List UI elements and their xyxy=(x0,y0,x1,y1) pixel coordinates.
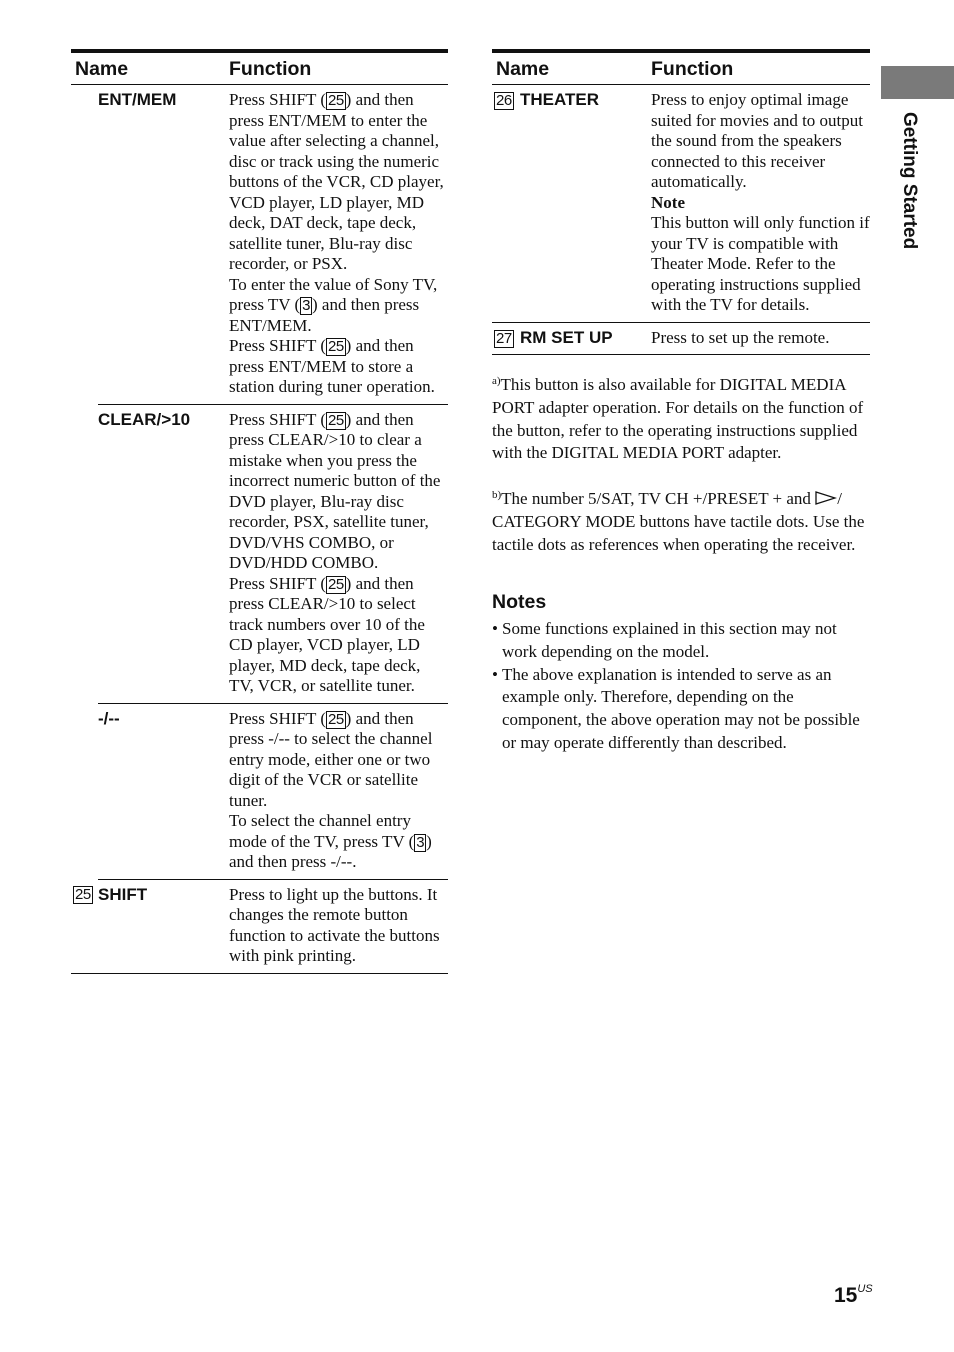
function-text: Press to light up the buttons. It changes the remote button function to activate the buttons with pink printing. xyxy=(229,884,440,965)
footnote-mark: b) xyxy=(492,489,502,501)
function-text: ) and then press -/--. xyxy=(229,831,432,871)
page-number-suffix: US xyxy=(857,1283,873,1295)
button-function xyxy=(225,879,448,973)
name-column-header: Name xyxy=(492,51,647,85)
item-number-box: 25 xyxy=(75,886,91,903)
item-number xyxy=(71,703,98,879)
button-ref-box: 25 xyxy=(327,710,344,728)
button-name: THEATER xyxy=(520,85,647,323)
notes-list xyxy=(492,618,872,755)
function-paragraph xyxy=(229,275,448,337)
table-row xyxy=(71,879,448,973)
button-name: CLEAR/>10 xyxy=(98,404,225,703)
section-side-label: Getting Started xyxy=(899,112,920,250)
left-function-table xyxy=(71,49,448,974)
item-number-box: 27 xyxy=(496,329,512,347)
function-paragraph xyxy=(229,90,448,275)
button-ref-box: 25 xyxy=(327,411,344,429)
page-number xyxy=(834,1281,873,1307)
button-name: -/-- xyxy=(98,703,225,879)
table-row-rm-set-up xyxy=(492,322,870,355)
table-row-theater xyxy=(492,85,870,323)
function-text: ) and then press ENT/MEM. xyxy=(229,295,420,335)
table-row xyxy=(71,703,448,879)
function-text: Press to enjoy optimal image suited for movies and to output the sound from the speakers connected to this receiver automatically. xyxy=(651,90,864,191)
button-name: SHIFT xyxy=(98,879,225,973)
table-row xyxy=(71,85,448,405)
function-text: To enter the value of Sony TV, press TV ( xyxy=(229,274,438,314)
button-function xyxy=(647,85,870,323)
button-function xyxy=(225,404,448,703)
function-text: Press SHIFT ( xyxy=(229,573,326,593)
function-text: ) and then press CLEAR/>10 to clear a mistake when you press the incorrect numeric button of the DVD player, Blu-ray disc recorder, PSX, satellite tuner, DVD/VHS COMBO, or DVD/HDD COMBO. xyxy=(229,409,441,572)
function-text: ) and then press -/-- to select the channel entry mode, either one or two digit of the VCR or satellite tuner. xyxy=(229,708,433,810)
function-column-header: Function xyxy=(225,51,448,85)
function-paragraph xyxy=(229,709,448,812)
function-column-header: Function xyxy=(647,51,870,85)
list-item: • The above explanation is intended to serve as an example only. Therefore, depending on the component, the above operation may not be possible or may operate differently than described. xyxy=(492,664,872,755)
item-number-box: 26 xyxy=(496,92,512,109)
footnote-text: This button is also available for DIGITAL MEDIA PORT adapter operation. For details on the function of the button, refer to the operating instructions supplied with the DIGITAL MEDIA PORT adapter. xyxy=(492,375,864,463)
play-triangle-icon xyxy=(815,491,837,505)
note-text: This button will only function if your TV is compatible with Theater Mode. Refer to the operating instructions supplied with the TV for details. xyxy=(651,213,870,314)
function-text: ) and then press CLEAR/>10 to select track numbers over 10 of the CD player, VCD player, LD player, MD deck, tape deck, TV, VCR, or satellite tuner. xyxy=(229,573,425,695)
footnote-text-before: The number 5/SAT, TV CH +/PRESET + and xyxy=(501,489,816,508)
list-item: • Some functions explained in this section may not work depending on the model. xyxy=(492,618,872,664)
item-number xyxy=(492,322,520,355)
button-ref-box: 25 xyxy=(327,338,344,355)
button-ref-box: 25 xyxy=(327,92,344,109)
function-text: Press SHIFT ( xyxy=(229,409,326,429)
name-column-header: Name xyxy=(71,51,225,85)
right-function-table xyxy=(492,49,870,355)
footnote-a xyxy=(492,374,872,465)
function-paragraph xyxy=(229,811,448,873)
item-number xyxy=(71,85,98,405)
function-paragraph xyxy=(229,336,448,398)
item-number xyxy=(71,404,98,703)
footnote-text-after: / CATEGORY MODE buttons have tactile dots. Use the tactile dots as references when operating the receiver. xyxy=(492,489,865,554)
button-function: Press to set up the remote. xyxy=(647,322,870,355)
button-ref-box: 3 xyxy=(416,833,425,851)
item-number xyxy=(71,879,98,973)
table-row xyxy=(71,404,448,703)
function-text: Press SHIFT ( xyxy=(229,708,326,728)
note-label: Note xyxy=(651,192,685,212)
footnote-mark: a) xyxy=(492,375,501,387)
function-text: To select the channel entry mode of the TV, press TV ( xyxy=(229,811,415,851)
notes-heading: Notes xyxy=(492,591,547,613)
button-name: ENT/MEM xyxy=(98,85,225,405)
function-paragraph xyxy=(229,410,448,574)
page-number-value: 15 xyxy=(834,1284,858,1307)
section-tab-marker xyxy=(881,66,954,99)
button-ref-box: 3 xyxy=(302,297,310,314)
button-name: RM SET UP xyxy=(520,322,647,355)
function-text: ) and then press ENT/MEM to enter the value after selecting a channel, disc or track using the numeric buttons of the VCR, CD player, VCD player, LD player, MD deck, DAT deck, tape deck, satellite tuner, Blu-ray disc recorder, or PSX. xyxy=(229,90,444,273)
function-text: ) and then press ENT/MEM to store a station during tuner operation. xyxy=(229,336,435,396)
function-text: Press SHIFT ( xyxy=(229,90,326,109)
button-function xyxy=(225,703,448,879)
button-ref-box: 25 xyxy=(327,575,344,593)
function-paragraph xyxy=(229,574,448,697)
function-paragraph xyxy=(229,885,448,967)
item-number xyxy=(492,85,520,323)
button-function xyxy=(225,85,448,405)
footnote-b xyxy=(492,488,872,556)
function-text: Press SHIFT ( xyxy=(229,336,326,355)
